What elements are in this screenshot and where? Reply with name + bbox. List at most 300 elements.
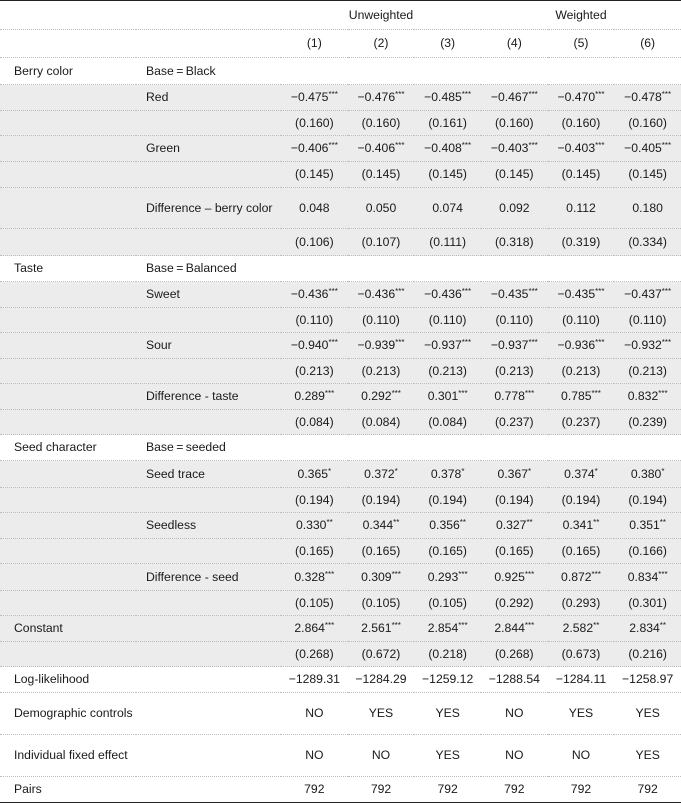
table-cell	[614, 384, 681, 410]
table-cell	[614, 85, 681, 111]
header-empty-cell	[0, 1, 136, 30]
cell-value: 0.351	[629, 518, 660, 532]
table-cell	[548, 188, 615, 229]
row-variable-label	[136, 333, 281, 359]
cell-value: (0.160)	[495, 115, 534, 130]
table-cell	[348, 616, 415, 642]
cell-value: 0.180	[632, 200, 663, 215]
table-cell	[281, 308, 348, 333]
significance-stars: **	[459, 518, 467, 527]
column-header: (6)	[614, 30, 681, 58]
significance-stars: ***	[595, 338, 605, 347]
row-variable-label	[136, 85, 281, 111]
significance-stars: ***	[324, 621, 335, 630]
cell-value: 0.344	[362, 518, 394, 532]
row-variable-text: Difference - taste	[146, 389, 239, 403]
cell-value: −0.403	[490, 141, 529, 155]
row-group-text: Log-likelihood	[14, 672, 90, 686]
table-cell	[348, 591, 415, 616]
table-cell	[348, 308, 415, 333]
significance-stars: ***	[324, 389, 335, 398]
row-variable-text: Base = Balanced	[146, 261, 237, 275]
significance-stars: ***	[528, 338, 538, 347]
cell-value: −1284.29	[355, 672, 407, 686]
cell-value: −0.406	[290, 141, 329, 155]
row-group-label	[0, 58, 136, 85]
row-group-label	[0, 513, 136, 539]
significance-stars: **	[393, 518, 400, 527]
table-cell	[281, 488, 348, 513]
cell-value: (0.110)	[562, 312, 600, 327]
cell-value: −0.406	[357, 141, 396, 155]
cell-value: −0.435	[557, 287, 596, 301]
cell-value: 792	[504, 782, 525, 796]
cell-value: (0.216)	[628, 646, 667, 661]
significance-stars: **	[593, 518, 600, 527]
cell-value: 2.844	[494, 621, 525, 635]
table-cell	[348, 410, 415, 435]
table-row	[0, 58, 681, 85]
table-cell	[414, 616, 481, 642]
significance-stars: ***	[458, 389, 468, 398]
row-variable-label	[136, 359, 281, 384]
table-row	[0, 111, 681, 136]
cell-value: (0.160)	[628, 115, 667, 130]
row-group-label	[0, 435, 136, 461]
row-variable-label	[136, 229, 281, 256]
cell-value: 0.834	[627, 569, 659, 584]
table-cell	[281, 162, 348, 188]
cell-value: −0.436	[290, 287, 329, 301]
cell-value: 0.112	[566, 200, 596, 215]
cell-value: NO	[305, 748, 324, 762]
table-cell	[481, 735, 548, 777]
table-cell	[481, 308, 548, 333]
table-cell	[614, 136, 681, 162]
cell-value: −0.405	[624, 141, 662, 155]
significance-stars: ***	[661, 90, 672, 99]
significance-stars: *	[594, 466, 598, 476]
column-header: (4)	[481, 30, 548, 58]
row-variable-label	[136, 539, 281, 564]
table-cell	[414, 162, 481, 188]
significance-stars: **	[659, 621, 667, 630]
cell-value: (0.145)	[295, 167, 334, 181]
table-cell	[481, 256, 548, 282]
table-cell	[481, 359, 548, 384]
table-body	[0, 58, 681, 803]
cell-value: (0.145)	[628, 167, 667, 181]
significance-stars: *	[394, 466, 398, 476]
table-cell	[548, 58, 615, 85]
row-group-label	[0, 461, 136, 488]
row-variable-label	[136, 693, 281, 735]
cell-value: (0.145)	[428, 167, 467, 181]
significance-stars: **	[526, 518, 533, 527]
cell-value: (0.218)	[428, 646, 467, 661]
cell-value: 0.048	[299, 200, 330, 215]
table-cell	[548, 435, 615, 461]
significance-stars: ***	[395, 287, 405, 296]
cell-value: −0.940	[290, 338, 329, 352]
significance-stars: **	[593, 621, 600, 630]
table-cell	[414, 111, 481, 136]
cell-value: (0.334)	[628, 234, 667, 249]
cell-value: 0.372	[364, 466, 395, 481]
table-cell	[281, 513, 348, 539]
significance-stars: ***	[461, 338, 472, 347]
significance-stars: **	[659, 518, 667, 527]
table-cell	[481, 333, 548, 359]
cell-value: (0.194)	[428, 492, 467, 507]
row-variable-label	[136, 461, 281, 488]
table-cell	[614, 229, 681, 256]
row-group-text: Berry color	[14, 63, 73, 78]
table-cell	[481, 111, 548, 136]
row-group-label	[0, 539, 136, 564]
cell-value: (0.213)	[361, 363, 401, 378]
cell-value: (0.213)	[495, 363, 534, 378]
row-group-label	[0, 188, 136, 229]
cell-value: (0.105)	[428, 595, 467, 610]
cell-value: 792	[570, 782, 592, 796]
table-cell	[414, 85, 481, 111]
table-cell	[414, 735, 481, 777]
row-group-label	[0, 735, 136, 777]
table-cell	[614, 591, 681, 616]
table-row	[0, 435, 681, 461]
table-cell	[614, 488, 681, 513]
cell-value: (0.194)	[361, 492, 401, 507]
table-cell	[414, 384, 481, 410]
cell-value: (0.318)	[495, 234, 534, 249]
table-cell	[614, 564, 681, 591]
table-cell	[348, 693, 415, 735]
table-cell	[548, 591, 615, 616]
table-cell	[548, 333, 615, 359]
significance-stars: ***	[458, 569, 468, 579]
row-variable-label	[136, 384, 281, 410]
cell-value: (0.213)	[628, 363, 667, 378]
cell-value: YES	[435, 748, 460, 762]
table-row	[0, 188, 681, 229]
table-cell	[614, 410, 681, 435]
cell-value: 0.328	[294, 569, 325, 584]
row-group-label	[0, 384, 136, 410]
cell-value: 792	[304, 782, 325, 796]
cell-value: 0.374	[564, 466, 595, 481]
significance-stars: **	[326, 518, 333, 527]
cell-value: 2.561	[361, 621, 392, 635]
table-cell	[614, 735, 681, 777]
header-empty-cell	[136, 1, 281, 30]
significance-stars: ***	[328, 90, 338, 99]
cell-value: 0.050	[365, 200, 397, 215]
significance-stars: ***	[528, 287, 538, 296]
table-cell	[414, 591, 481, 616]
cell-value: −0.403	[557, 141, 596, 155]
table-cell	[548, 136, 615, 162]
table-cell	[414, 564, 481, 591]
table-cell	[548, 85, 615, 111]
table-cell	[548, 488, 615, 513]
cell-value: YES	[568, 706, 594, 720]
cell-value: −0.478	[624, 90, 662, 104]
table-cell	[481, 410, 548, 435]
table-row	[0, 667, 681, 693]
cell-value: (0.110)	[628, 312, 667, 327]
table-cell	[548, 229, 615, 256]
row-group-label	[0, 564, 136, 591]
cell-value: −0.937	[490, 338, 529, 352]
table-cell	[614, 282, 681, 308]
table-cell	[614, 539, 681, 564]
significance-stars: ***	[528, 141, 538, 150]
row-group-label	[0, 162, 136, 188]
table-cell	[281, 410, 348, 435]
table-cell	[348, 333, 415, 359]
cell-value: 0.367	[497, 466, 528, 481]
table-cell	[548, 384, 615, 410]
row-variable-text: Sweet	[146, 287, 180, 301]
row-variable-text: Difference – berry color	[146, 200, 273, 215]
significance-stars: ***	[524, 389, 535, 398]
significance-stars: ***	[661, 338, 672, 347]
table-cell	[548, 564, 615, 591]
table-cell	[281, 435, 348, 461]
table-cell	[281, 256, 348, 282]
significance-stars: ***	[461, 90, 472, 99]
row-group-label	[0, 410, 136, 435]
cell-value: 792	[437, 782, 458, 796]
cell-value: (0.084)	[428, 414, 467, 429]
table-cell	[414, 136, 481, 162]
table-row	[0, 359, 681, 384]
cell-value: (0.293)	[561, 595, 601, 610]
table-cell	[348, 513, 415, 539]
cell-value: 2.854	[427, 621, 459, 635]
table-cell	[348, 735, 415, 777]
table-cell	[548, 693, 615, 735]
table-cell	[548, 735, 615, 777]
cell-value: −0.467	[490, 90, 529, 104]
table-row	[0, 513, 681, 539]
row-group-label	[0, 85, 136, 111]
significance-stars: ***	[524, 621, 535, 630]
table-cell	[348, 162, 415, 188]
table-cell	[281, 111, 348, 136]
cell-value: (0.160)	[561, 115, 601, 130]
table-row	[0, 591, 681, 616]
row-group-label	[0, 333, 136, 359]
table-row	[0, 461, 681, 488]
row-group-label	[0, 229, 136, 256]
significance-stars: ***	[328, 338, 338, 347]
cell-value: (0.194)	[495, 492, 534, 507]
group-header-weighted	[481, 1, 681, 30]
cell-value: (0.084)	[295, 414, 334, 429]
significance-stars: ***	[395, 90, 405, 99]
table-row	[0, 539, 681, 564]
table-cell	[281, 384, 348, 410]
cell-value: 0.341	[562, 518, 594, 532]
table-cell	[281, 333, 348, 359]
cell-value: −1284.11	[555, 672, 607, 686]
table-cell	[414, 229, 481, 256]
table-cell	[481, 591, 548, 616]
table-cell	[281, 667, 348, 693]
table-cell	[614, 188, 681, 229]
row-variable-label	[136, 58, 281, 85]
row-group-text: Pairs	[14, 782, 42, 796]
table-cell	[281, 693, 348, 735]
row-group-label	[0, 282, 136, 308]
cell-value: −0.939	[357, 338, 396, 352]
significance-stars: ***	[328, 287, 338, 296]
row-variable-label	[136, 162, 281, 188]
cell-value: −0.408	[424, 141, 462, 155]
table-cell	[348, 667, 415, 693]
table-cell	[481, 435, 548, 461]
cell-value: 0.289	[294, 389, 325, 403]
row-group-label	[0, 667, 136, 693]
table-cell	[281, 539, 348, 564]
row-variable-label	[136, 735, 281, 777]
cell-value: (0.105)	[361, 595, 401, 610]
significance-stars: ***	[591, 569, 601, 579]
table-cell	[548, 513, 615, 539]
cell-value: (0.145)	[561, 167, 601, 181]
row-variable-label	[136, 564, 281, 591]
cell-value: (0.145)	[361, 167, 401, 181]
row-variable-text: Seedless	[146, 518, 197, 532]
header-empty-cell	[0, 30, 136, 58]
cell-value: 792	[370, 782, 392, 796]
table-cell	[348, 642, 415, 667]
table-row	[0, 282, 681, 308]
header-empty-cell	[136, 30, 281, 58]
cell-value: (0.194)	[628, 492, 667, 507]
cell-value: 0.380	[630, 466, 662, 481]
row-group-text: Individual fixed effect	[14, 748, 128, 762]
significance-stars: *	[328, 466, 332, 476]
row-variable-label	[136, 513, 281, 539]
table-cell	[548, 162, 615, 188]
row-variable-label	[136, 282, 281, 308]
row-variable-label	[136, 410, 281, 435]
row-variable-label	[136, 136, 281, 162]
table-cell	[414, 359, 481, 384]
cell-value: NO	[571, 748, 591, 762]
significance-stars: ***	[391, 389, 401, 398]
table-cell	[281, 85, 348, 111]
cell-value: 0.778	[494, 389, 525, 403]
table-row	[0, 333, 681, 359]
significance-stars: ***	[524, 569, 535, 579]
table-cell	[414, 435, 481, 461]
table-cell	[481, 188, 548, 229]
cell-value: −0.475	[290, 90, 329, 104]
table-cell	[281, 735, 348, 777]
cell-value: NO	[305, 706, 324, 720]
row-group-label	[0, 693, 136, 735]
row-group-text: Constant	[14, 621, 63, 635]
row-variable-text: Difference - seed	[146, 569, 239, 584]
significance-stars: ***	[458, 621, 468, 630]
cell-value: (0.110)	[362, 312, 400, 327]
row-variable-label	[136, 111, 281, 136]
row-variable-label	[136, 616, 281, 642]
significance-stars: ***	[395, 338, 405, 347]
cell-value: −1258.97	[622, 672, 674, 686]
table-row	[0, 136, 681, 162]
cell-value: (0.213)	[295, 363, 334, 378]
table-cell	[348, 85, 415, 111]
significance-stars: ***	[595, 141, 605, 150]
cell-value: (0.319)	[561, 234, 601, 249]
table-cell	[614, 693, 681, 735]
table-cell	[548, 359, 615, 384]
table-cell	[348, 488, 415, 513]
table-cell	[614, 333, 681, 359]
cell-value: −0.437	[624, 287, 662, 301]
cell-value: (0.292)	[495, 595, 534, 610]
cell-value: −0.436	[424, 287, 462, 301]
table-cell	[414, 308, 481, 333]
table-row	[0, 616, 681, 642]
table-cell	[548, 667, 615, 693]
table-cell	[281, 461, 348, 488]
table-row	[0, 693, 681, 735]
cell-value: 0.330	[295, 518, 327, 532]
significance-stars: ***	[658, 569, 668, 579]
table-cell	[414, 58, 481, 85]
significance-stars: ***	[328, 141, 338, 150]
table-cell	[348, 539, 415, 564]
table-cell	[614, 616, 681, 642]
significance-stars: ***	[528, 90, 538, 99]
table-cell	[281, 616, 348, 642]
table-cell	[414, 642, 481, 667]
table-cell	[281, 188, 348, 229]
table-cell	[548, 308, 615, 333]
table-cell	[614, 513, 681, 539]
significance-stars: *	[661, 466, 665, 476]
table-cell	[348, 564, 415, 591]
table-cell	[414, 488, 481, 513]
cell-value: YES	[635, 706, 660, 720]
row-group-text: Seed character	[14, 440, 97, 454]
row-variable-label	[136, 488, 281, 513]
table-cell	[414, 461, 481, 488]
cell-value: YES	[435, 706, 460, 720]
cell-value: −0.435	[490, 287, 529, 301]
table-row	[0, 85, 681, 111]
column-header: (3)	[414, 30, 481, 58]
table-cell	[414, 513, 481, 539]
cell-value: −0.470	[557, 90, 596, 104]
row-group-label	[0, 488, 136, 513]
cell-value: −0.436	[357, 287, 396, 301]
row-group-label	[0, 642, 136, 667]
cell-value: (0.110)	[495, 312, 534, 327]
table-cell	[414, 282, 481, 308]
cell-value: YES	[368, 706, 394, 720]
table-row	[0, 642, 681, 667]
cell-value: (0.107)	[361, 234, 401, 249]
row-variable-label	[136, 435, 281, 461]
significance-stars: ***	[591, 389, 601, 398]
